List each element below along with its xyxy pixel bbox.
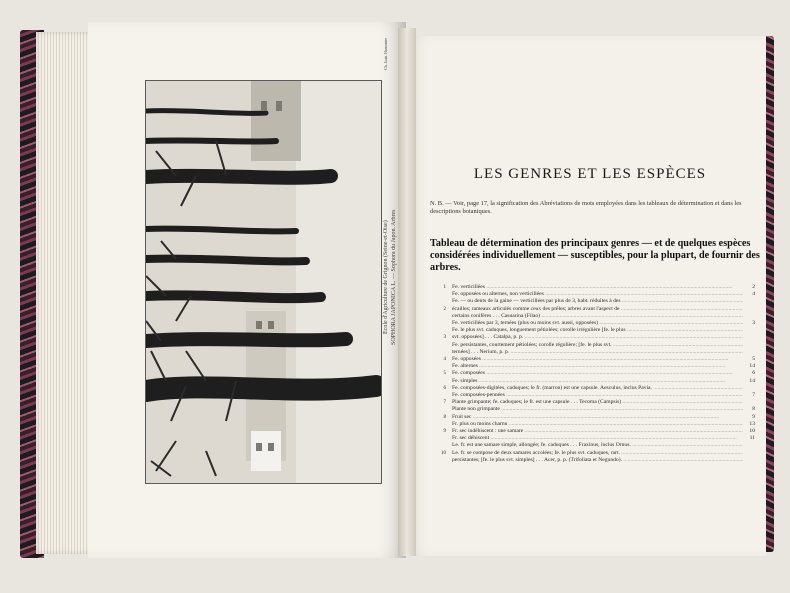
key-row: Fe. opposées ou alternes, non verticillées ..... 4: [430, 291, 755, 298]
key-row: Fe. simples ..... 14: [430, 378, 755, 385]
key-row: 4 Fe. opposées ..... 5: [430, 356, 755, 363]
key-row: 1 Fe. verticillées ..... 2: [430, 284, 755, 291]
key-row: Fe. alternes ..... 14: [430, 363, 755, 370]
key-row: 6 Fe. composées-digitées, caduques; le fr. (marron) est une capsule. Aesculus, inclus Pavia. .....: [430, 385, 755, 392]
key-row: 2 écailles; rameaux articulés comme ceux des prêles; arbres avant l'aspect de .....: [430, 306, 755, 313]
key-row: 3 svt. opposées] . . . Catalpa, p. p. .....: [430, 334, 755, 341]
key-row: 10 Le. fr. se compose de deux samares accolées; fe. le plus svt. caduques, rart. .....: [430, 450, 755, 457]
key-row: certains conifères . . . Casuarina (Filao) .....: [430, 313, 755, 320]
key-row: Fr. plus ou moins charnu ..... 13: [430, 421, 755, 428]
page-title: LES GENRES ET LES ESPÈCES: [473, 166, 707, 182]
photo-caption-right: SOPHORA JAPONICA L. — Sophora du Japon. Arbres: [391, 209, 397, 345]
abbreviations-note: N. B. — Voir, page 17, la signification des Abréviations de mots employées dans les tableaux de détermination et dans les descriptions botaniques.: [430, 200, 742, 215]
key-row: Fr. sec déhiscent ..... 11: [430, 435, 755, 442]
table-heading: Tableau de détermination des principaux genres — et de quelques espèces considérées individuellement — susceptibles, pour la plupart, de fournir des arbres.: [430, 238, 760, 273]
key-row: Fe. persistantes, courtement pétiolées; corolle régulière; [fe. le plus svt. .....: [430, 342, 755, 349]
tree-avenue-illustration: [146, 81, 381, 483]
key-row: Fe. verticillées par 3, ternées (plus ou moins svt. aussi, opposées) ..... 3: [430, 320, 755, 327]
key-row: 5 Fe. composées ..... 6: [430, 370, 755, 377]
key-row: 9 Fr. sec indéhiscent : une samare ..... 10: [430, 428, 755, 435]
key-row: persistantes; [fe. le plus svt. simples] . . . Acer, p. p. (Trifoliata et Negundo). .....: [430, 457, 755, 464]
photo-caption-left: École d'Agriculture de Grignon (Seine-et-Oise): [383, 220, 389, 334]
key-row: Le. fr. est une samare simple, allongée; fe. caduques . . . Fraxinus, inclus Ornus. .....: [430, 442, 755, 449]
key-row: 8 Fruit sec ..... 9: [430, 414, 755, 421]
photo-credit: Ch. Joan. Hamonier: [383, 38, 388, 70]
key-row: Fe. le plus svt. caduques, longuement pétiolées; corolle irrégulière [fe. le plus .....: [430, 327, 755, 334]
key-row: 7 Plante grimpante; fe. caduques; le fr. est une capsule . . . Tecoma (Campsis) .....: [430, 399, 755, 406]
tree-avenue-photo: [145, 80, 382, 484]
key-row: Plante non grimpante ..... 8: [430, 406, 755, 413]
key-row: Fe. — ou dents de la gaine — verticillées par plus de 3, habt. réduites à des .....: [430, 298, 755, 305]
key-row: Fe. composées-pennées ..... 7: [430, 392, 755, 399]
key-row: ternées] . . . Nerium, p. p. .....: [430, 349, 755, 356]
page-stack-edge: [36, 32, 96, 554]
determination-key: [430, 284, 755, 464]
